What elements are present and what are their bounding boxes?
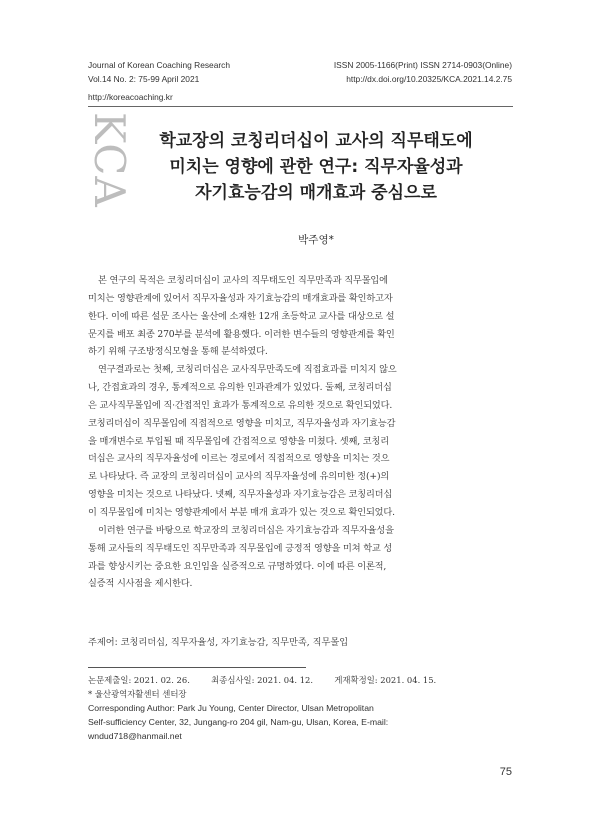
title-line: 자기효능감의 매개효과 중심으로 (195, 183, 437, 203)
submission-dates: 논문제출일: 2021. 02. 26. 최종심사일: 2021. 04. 12. 게재확정일: 2021. 04. 15. (88, 675, 437, 685)
abstract-paragraph: 연구결과로는 첫째, 코칭리더십은 교사직무만족도에 직접효과를 미치지 않으 나, 간접효과의 경우, 통계적으로 유의한 인과관계가 있었다. 둘째, 코칭리더십 은 교사직무몰입에 직·간접적인 효과가 통계적으로 유의한 것으로 확인되었다. 코칭리더십이 직무몰입에 직접적으로 영향을 미치고, 직무자율성과 자기효능감 을 매개변수로 투입될 때 직무몰입에 간접적으로 영향을 미쳤다. 셋째, 코칭리 더십은 교사의 직무자율성에 이르는 경로에서 직접적으로 영향을 미치는 것으 로 나타났다. 즉 교장의 코칭리더십이 교사의 직무자율성에 유의미한 정(+)의 영향을 미치는 것으로 나타났다. 넷째, 직무자율성과 자기효능감은 코칭리더십 이 직무몰입에 미치는 영향관계에서 부분 매개 효과가 있는 것으로 확인되었다. (88, 364, 397, 518)
paper-title (120, 128, 512, 206)
kca-logo-text: KCA (85, 112, 134, 208)
journal-website[interactable]: http://koreacoaching.kr (88, 92, 173, 102)
abstract (88, 272, 513, 593)
author-email[interactable]: wndud718@hanmail.net (88, 731, 182, 741)
keywords (88, 634, 513, 648)
abstract-paragraph: 이러한 연구를 바탕으로 학교장의 코칭리더십은 자기효능감과 직무자율성을 통해 교사들의 직무태도인 직무만족과 직무몰입에 긍정적 영향을 미쳐 학교 성 과를 향상시키는 중요한 요인임을 실증적으로 규명하였다. 이에 따른 이론적, 실증적 시사점을 제시한다. (88, 524, 394, 590)
corresponding-author-line: Corresponding Author: Park Ju Young, Center Director, Ulsan Metropolitan (88, 703, 374, 713)
keywords-terms: 코칭리더십, 직무자율성, 자기효능감, 직무만족, 직무몰입 (120, 637, 349, 648)
volume-info: Vol.14 No. 2: 75-99 April 2021 (88, 74, 200, 84)
title-line: 미치는 영향에 관한 연구: 직무자율성과 (169, 157, 463, 177)
abstract-paragraph: 본 연구의 목적은 코칭리더십이 교사의 직무태도인 직무만족과 직무몰입에 미치는 영향관계에 있어서 직무자율성과 자기효능감의 매개효과를 확인하고자 한다. 이에 따른 설문 조사는 울산에 소재한 12개 초등학교 교사를 대상으로 설 문지를 배포 최종 270부를 분석에 활용했다. 이러한 변수들의 영향관계를 확인 하기 위해 구조방정식모형을 통해 분석하였다. (88, 275, 395, 358)
keywords-label: 주제어: (88, 637, 118, 648)
title-line: 학교장의 코칭리더십이 교사의 직무태도에 (159, 131, 473, 151)
author-name: 박주영* (298, 234, 334, 246)
journal-name: Journal of Korean Coaching Research (88, 60, 230, 70)
page-number: 75 (499, 766, 512, 778)
corresponding-author-line: Self-sufficiency Center, 32, Jungang-ro 204 gil, Nam-gu, Ulsan, Korea, E-mail: (88, 717, 389, 727)
issn: ISSN 2005-1166(Print) ISSN 2714-0903(Online) (333, 60, 512, 70)
doi-link[interactable]: http://dx.doi.org/10.20325/KCA.2021.14.2.75 (346, 74, 512, 84)
footnote-divider (88, 667, 306, 668)
author-affiliation: * 울산광역자활센터 센터장 (88, 689, 187, 699)
header-divider (88, 106, 513, 107)
